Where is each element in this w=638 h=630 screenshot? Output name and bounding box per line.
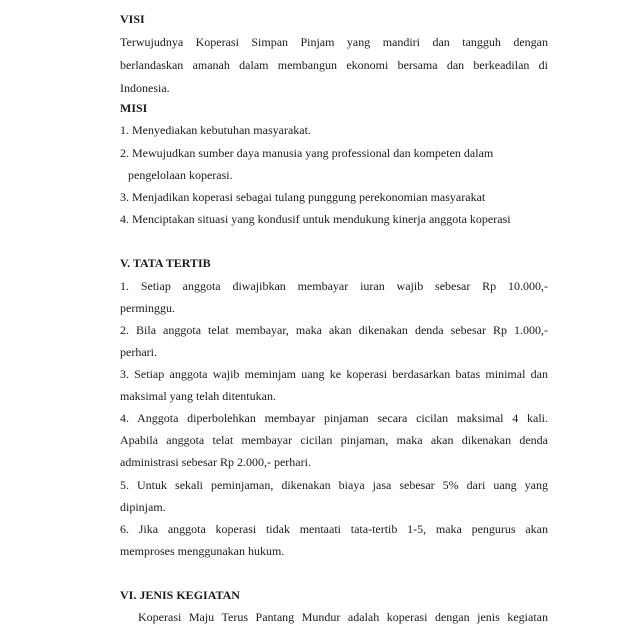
tata-tertib-line-9: administrasi sebesar Rp 2.000,- perhari. [120,455,311,469]
tata-tertib-line-4: perhari. [120,345,157,359]
misi-item-2: 2. Mewujudkan sumber daya manusia yang professional dan kompeten dalam [120,146,494,160]
tata-tertib-line-2: perminggu. [120,301,175,315]
tata-tertib-line-11: dipinjam. [120,500,166,514]
tata-tertib-line-12: 6. Jika anggota koperasi tidak mentaati tata-tertib 1-5, maka pengurus akan [120,522,548,536]
misi-item-4: 4. Menciptakan situasi yang kondusif untuk mendukung kinerja anggota koperasi [120,212,511,226]
jenis-kegiatan-heading: VI. JENIS KEGIATAN [120,588,240,602]
visi-line-2: berlandaskan amanah dalam membangun ekonomi bersama dan berkeadilan di [120,58,548,72]
tata-tertib-line-5: 3. Setiap anggota wajib meminjam uang ke koperasi berdasarkan batas minimal dan [120,367,548,381]
jenis-kegiatan-line-1: Koperasi Maju Terus Pantang Mundur adalah koperasi dengan jenis kegiatan [138,610,548,624]
tata-tertib-line-3: 2. Bila anggota telat membayar, maka akan dikenakan denda sebesar Rp 1.000,- [120,323,548,337]
visi-heading: VISI [120,12,145,26]
visi-line-1: Terwujudnya Koperasi Simpan Pinjam yang mandiri dan tangguh dengan [120,35,548,49]
misi-item-1: 1. Menyediakan kebutuhan masyarakat. [120,123,311,137]
tata-tertib-line-7: 4. Anggota diperbolehkan membayar pinjaman secara cicilan maksimal 4 kali. [120,411,548,425]
misi-heading: MISI [120,101,148,115]
tata-tertib-line-13: memproses menggunakan hukum. [120,544,285,558]
tata-tertib-line-1: 1. Setiap anggota diwajibkan membayar iuran wajib sebesar Rp 10.000,- [120,279,548,293]
tata-tertib-line-6: maksimal yang telah ditentukan. [120,389,276,403]
visi-line-3: Indonesia. [120,81,170,95]
tata-tertib-line-8: Apabila anggota telat membayar cicilan pinjaman, maka akan dikenakan denda [120,433,548,447]
misi-item-2-cont: pengelolaan koperasi. [128,168,233,182]
misi-item-3: 3. Menjadikan koperasi sebagai tulang punggung perekonomian masyarakat [120,190,486,204]
tata-tertib-line-10: 5. Untuk sekali peminjaman, dikenakan biaya jasa sebesar 5% dari uang yang [120,478,548,492]
tata-tertib-heading: V. TATA TERTIB [120,256,211,270]
